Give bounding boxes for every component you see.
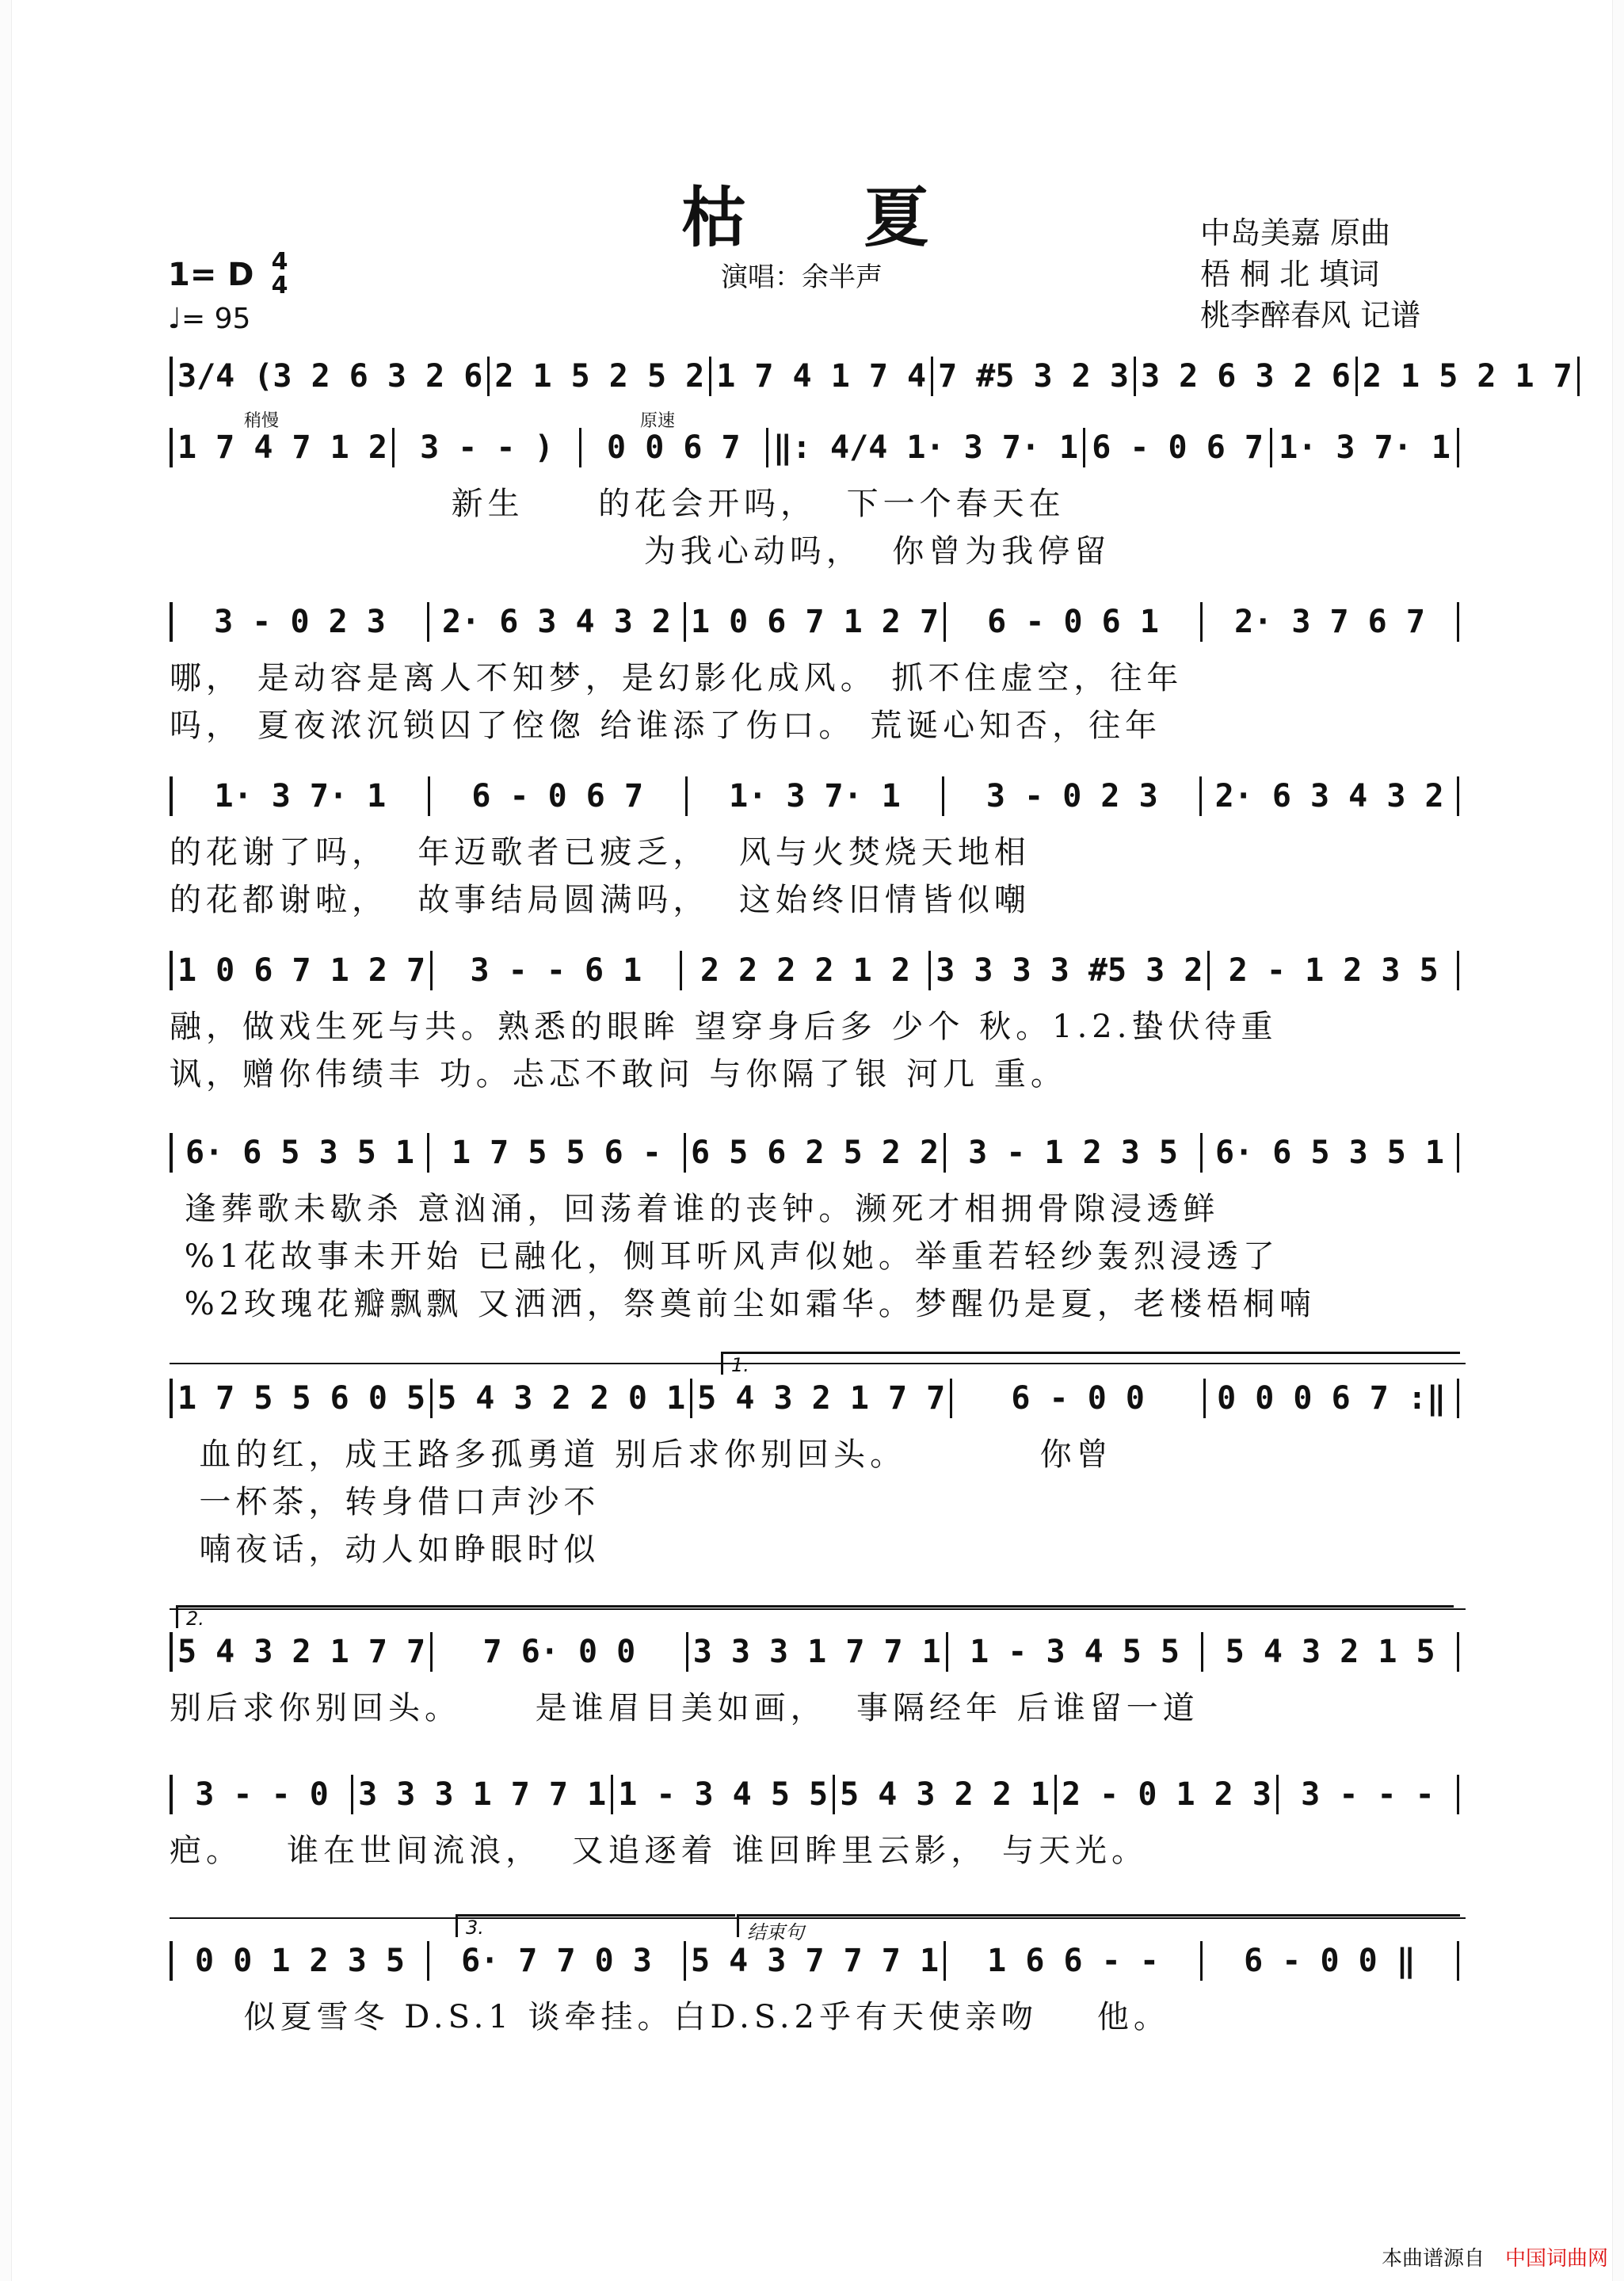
measure: 1 7 5 5 6 0 5 xyxy=(173,1379,433,1418)
volta-bracket: 3. xyxy=(456,1914,735,1937)
measure: 1· 3 7· 1 xyxy=(173,776,430,816)
measure: 2 2 2 2 1 2 xyxy=(682,951,932,990)
tempo-mark: ♩= 95 xyxy=(168,303,251,335)
lyric-line: 讽，赠你伟绩丰 功。忐忑不敢问 与你隔了银 河几 重。 xyxy=(170,1056,1067,1093)
measure: 5 4 3 2 2 0 1 xyxy=(433,1379,692,1418)
lyricist-credit: 梧 桐 北 填词 xyxy=(1200,257,1380,292)
measure: 2 - 1 2 3 5 xyxy=(1210,951,1459,990)
notation-line xyxy=(170,1632,1459,1672)
volta-bracket: 1. xyxy=(721,1352,1460,1375)
lyric-line: 融，做戏生死与共。熟悉的眼眸 望穿身后多 少个 秋。1.2.蛰伏待重 xyxy=(170,1009,1278,1045)
measure: 6 - 0 6 7 xyxy=(430,776,688,816)
notation-line xyxy=(170,602,1459,642)
measure: 2· 6 3 4 3 2 xyxy=(1202,776,1459,816)
measure: 7 #5 3 2 3 xyxy=(933,357,1136,396)
left-margin-strip xyxy=(0,0,12,2281)
tempo-annotation: 稍慢 xyxy=(244,411,280,431)
volta-bracket: 2. xyxy=(176,1605,1454,1628)
meter-top: 4 xyxy=(271,248,288,276)
measure: 1 - 3 4 5 5 xyxy=(613,1775,835,1814)
measure: 6· 6 5 3 5 1 xyxy=(1203,1133,1459,1173)
measure: 2 1 5 2 5 2 xyxy=(490,357,711,396)
transcriber-credit: 桃李醉春风 记谱 xyxy=(1200,298,1421,333)
measure: 6· 7 7 0 3 xyxy=(429,1941,686,1981)
lyric-line: 疤。 谁在世间流浪， 又追逐着 谁回眸里云影， 与天光。 xyxy=(170,1833,1149,1869)
lyric-line: 血的红，成王路多孤勇道 别后求你别回头。 你曾 xyxy=(170,1436,1113,1473)
measure: 1 7 5 5 6 - xyxy=(429,1133,686,1173)
notation-line xyxy=(170,1133,1459,1173)
ending-bracket: 结束句 xyxy=(737,1914,1460,1937)
footer xyxy=(1382,2242,1608,2271)
composer-credit: 中岛美嘉 原曲 xyxy=(1200,216,1391,250)
measure: 3 - - 0 xyxy=(173,1775,353,1814)
tempo-annotation: 原速 xyxy=(640,411,676,431)
lyric-line: 的花谢了吗， 年迈歌者已疲乏， 风与火焚烧天地相 xyxy=(170,834,1031,871)
measure: 1 6 6 - - xyxy=(946,1941,1203,1981)
measure: 5 4 3 2 1 7 7 xyxy=(692,1379,952,1418)
measure: 1· 3 7· 1 xyxy=(1272,428,1459,467)
meter-bottom: 4 xyxy=(271,272,288,299)
measure: 1 7 4 7 1 2 xyxy=(173,428,395,467)
lyric-line: 喃夜话，动人如睁眼时似 xyxy=(170,1531,600,1568)
key-signature: 1= D xyxy=(168,257,254,293)
measure: 1 0 6 7 1 2 7 xyxy=(173,951,433,990)
lyric-line: 似夏雪冬 D.S.1 谈牵挂。白D.S.2乎有天使亲吻 他。 xyxy=(170,1999,1170,2035)
singer-credit: 演唱：余半声 xyxy=(721,261,883,293)
measure: 2· 6 3 4 3 2 xyxy=(429,602,686,642)
lyric-line: 为我心动吗， 你曾为我停留 xyxy=(170,533,1111,570)
section-rule xyxy=(170,1917,1466,1919)
measure: 3 3 3 1 7 7 1 xyxy=(688,1632,948,1672)
time-signature xyxy=(268,250,292,298)
measure: ‖: 4/4 1· 3 7· 1 xyxy=(768,428,1085,467)
measure: 2· 3 7 6 7 xyxy=(1203,602,1459,642)
measure: 3 - 0 2 3 xyxy=(173,602,429,642)
notation-line xyxy=(170,1379,1459,1418)
measure: 1 0 6 7 1 2 7 xyxy=(686,602,946,642)
measure: 3 2 6 3 2 6 xyxy=(1136,357,1358,396)
notation-line xyxy=(170,951,1459,990)
measure: 5 4 3 2 1 5 xyxy=(1203,1632,1459,1672)
measure: 1 - 3 4 5 5 xyxy=(948,1632,1204,1672)
lyric-line: 哪， 是动容是离人不知梦，是幻影化成风。 抓不住虚空，往年 xyxy=(170,660,1184,696)
footer-site: 中国词曲网 xyxy=(1504,2247,1608,2271)
measure: 5 4 3 7 7 7 1 xyxy=(686,1941,946,1981)
measure: 3 - 0 2 3 xyxy=(944,776,1202,816)
measure: 6 - 0 6 7 xyxy=(1085,428,1272,467)
measure: 6 5 6 2 5 2 2 xyxy=(686,1133,946,1173)
measure: 7 6· 0 0 xyxy=(433,1632,688,1672)
notation-line xyxy=(170,1775,1459,1814)
notation-line xyxy=(170,357,1573,396)
lyric-line: 别后求你别回头。 是谁眉目美如画， 事隔经年 后谁留一道 xyxy=(170,1690,1199,1726)
measure: 6· 6 5 3 5 1 xyxy=(173,1133,429,1173)
measure: 2 1 5 2 1 7 xyxy=(1358,357,1580,396)
section-rule xyxy=(170,1363,1466,1364)
measure: 0 0 1 2 3 5 xyxy=(173,1941,429,1981)
measure: 3 - - ) xyxy=(395,428,581,467)
lyric-line: 的花都谢啦， 故事结局圆满吗， 这始终旧情皆似嘲 xyxy=(170,882,1031,918)
notation-line xyxy=(170,776,1459,816)
measure: 0 0 0 6 7 :‖ xyxy=(1206,1379,1459,1418)
measure: 5 4 3 2 1 7 7 xyxy=(173,1632,433,1672)
lyric-line: 吗， 夏夜浓沉锁囚了倥偬 给谁添了伤口。 荒诞心知否，往年 xyxy=(170,708,1162,744)
lyric-line: 逢葬歌未歇杀 意汹涌，回荡着谁的丧钟。濒死才相拥骨隙浸透鲜 xyxy=(170,1191,1220,1227)
measure: 1· 3 7· 1 xyxy=(688,776,945,816)
lyric-line: 一杯茶，转身借口声沙不 xyxy=(170,1484,600,1520)
measure: 3 3 3 3 #5 3 2 xyxy=(931,951,1210,990)
measure: 3 - 1 2 3 5 xyxy=(946,1133,1203,1173)
lyric-line: %2玫瑰花瓣飘飘 又洒洒，祭奠前尘如霜华。梦醒仍是夏，老楼梧桐喃 xyxy=(170,1286,1316,1322)
measure: 6 - 0 0 xyxy=(952,1379,1206,1418)
measure: 3 - - - xyxy=(1279,1775,1459,1814)
measure: 3 - - 6 1 xyxy=(433,951,682,990)
right-margin-strip xyxy=(1612,0,1624,2281)
lyric-line: %1花故事未开始 已融化，侧耳听风声似她。举重若轻纱轰烈浸透了 xyxy=(170,1238,1279,1275)
measure: 6 - 0 6 1 xyxy=(946,602,1203,642)
section-rule xyxy=(170,1608,1466,1610)
measure: 1 7 4 1 7 4 xyxy=(711,357,933,396)
measure: 6 - 0 0 ‖ xyxy=(1203,1941,1459,1981)
footer-source: 本曲谱源自 xyxy=(1381,2247,1485,2271)
notation-line xyxy=(170,1941,1459,1981)
credits-block xyxy=(1200,212,1420,336)
lyric-line: 新生 的花会开吗， 下一个春天在 xyxy=(170,486,1066,522)
measure: 0 0 6 7 xyxy=(581,428,768,467)
song-title: 枯 夏 xyxy=(681,180,977,256)
measure: 3/4 (3 2 6 3 2 6 xyxy=(173,357,490,396)
notation-line xyxy=(170,428,1459,467)
measure: 3 3 3 1 7 7 1 xyxy=(353,1775,613,1814)
measure: 2 - 0 1 2 3 xyxy=(1057,1775,1279,1814)
measure: 5 4 3 2 2 1 xyxy=(835,1775,1057,1814)
